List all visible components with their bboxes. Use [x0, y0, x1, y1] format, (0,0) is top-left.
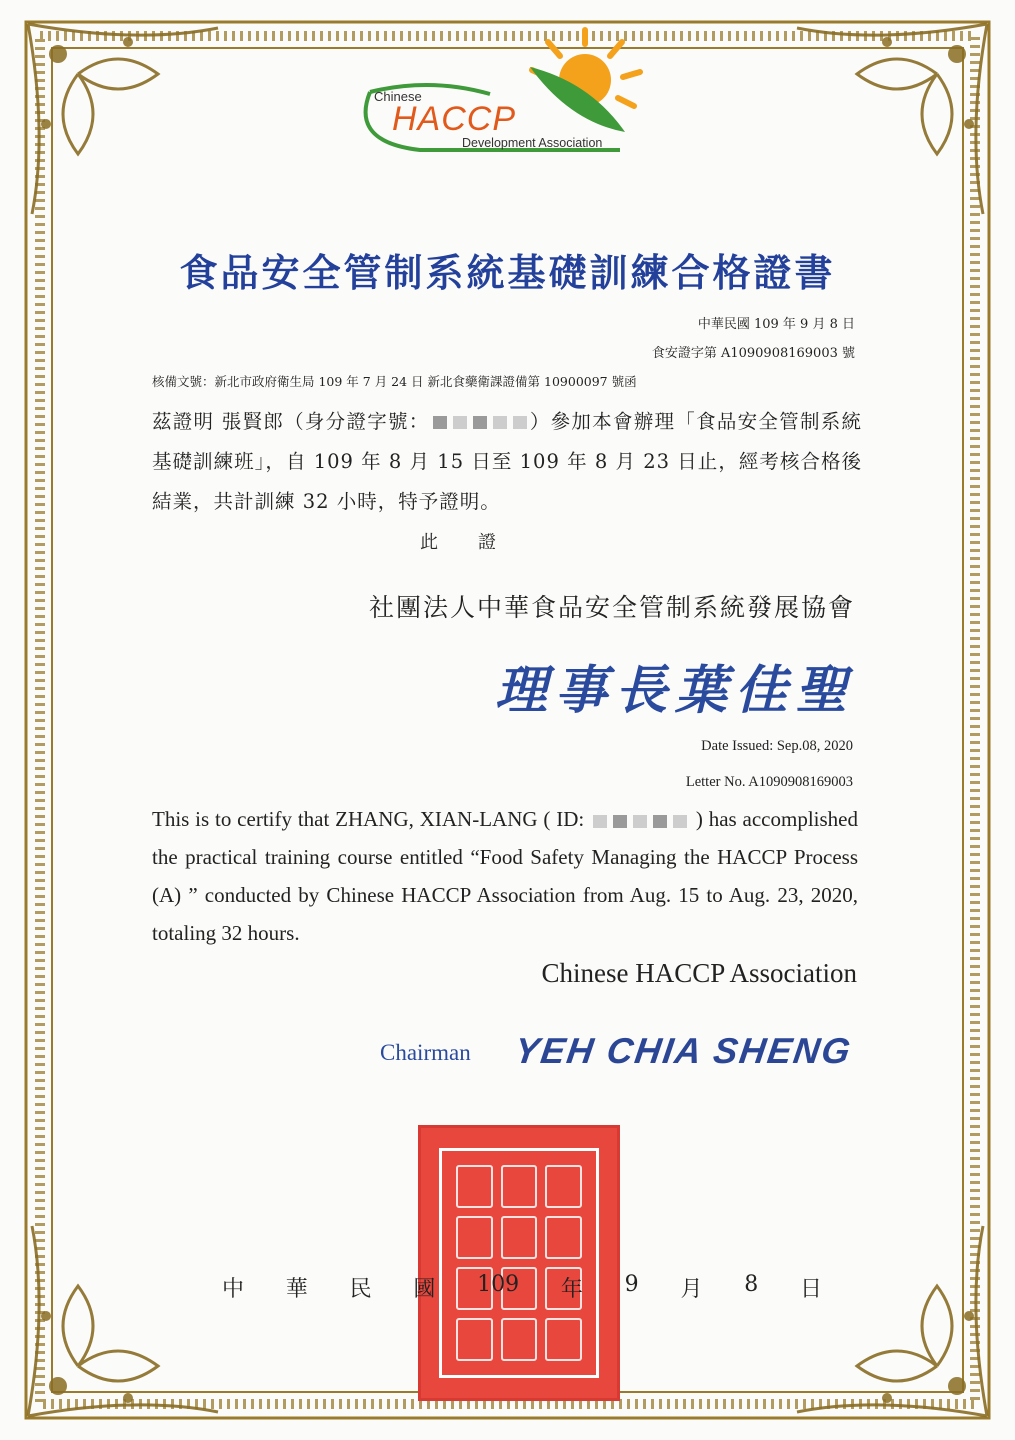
chairman-signature: YEH CHIA SHENG	[512, 1030, 855, 1071]
letter-number-en: Letter No. A1090908169003	[685, 774, 853, 790]
logo-text-haccp: HACCP	[392, 100, 517, 138]
association-name-zh: 社團法人中華食品安全管制系統發展協會	[368, 593, 855, 622]
bottom-date-char: 月	[680, 1277, 703, 1302]
bottom-date-day: 8	[744, 1272, 759, 1297]
bottom-date-char: 日	[799, 1277, 822, 1302]
chairman-label: Chairman	[380, 1040, 471, 1065]
bottom-date-year: 109	[477, 1272, 520, 1297]
redacted-id-en	[590, 807, 690, 831]
bottom-date-month: 9	[624, 1272, 639, 1297]
bottom-date-char: 年	[560, 1277, 583, 1302]
certification-text-zh	[152, 402, 862, 522]
red-seal-stamp	[418, 1125, 620, 1401]
body-zh-part1: 茲證明 張賢郎（身分證字號：	[152, 410, 430, 433]
association-name-en: Chinese HACCP Association	[541, 958, 857, 988]
this-certificate-label: 此證	[420, 532, 536, 553]
logo-text-chinese: Chinese	[374, 89, 422, 104]
certification-text-en	[152, 800, 858, 952]
body-en-part2: ) has accomplished the practical training course entitled “Food Safety Managing the HACCP Process (A) ” conducted by Chinese HACCP Association from Aug. 15 to Aug. 23, 2020, totaling 32 hours.	[152, 807, 858, 945]
redacted-id	[430, 410, 530, 433]
bottom-date-char: 中	[222, 1277, 245, 1302]
bottom-date-char: 民	[349, 1277, 372, 1302]
body-en-part1: This is to certify that ZHANG, XIAN-LANG ( ID:	[152, 807, 591, 831]
seal-characters	[452, 1161, 586, 1365]
body-zh-part2: ）參加本會辦理「食品安全管制系統基礎訓練班」，自 109 年 8 月 15 日至 109 年 8 月 23 日止，經考核合格後結業，共計訓練 32 小時，特予證明。	[152, 410, 862, 513]
issue-date-zh: 中華民國 109 年 9 月 8 日	[697, 317, 855, 332]
logo-text-development: Development Association	[462, 136, 603, 150]
seal-border	[439, 1148, 599, 1378]
haccp-logo	[340, 22, 680, 162]
date-issued-en: Date Issued: Sep.08, 2020	[701, 738, 853, 754]
reference-number: 核備文號：新北市政府衛生局 109 年 7 月 24 日 新北食藥衛課證備第 10900097 號函	[152, 374, 637, 389]
chairman-name-zh: 理事長葉佳聖	[494, 660, 855, 721]
bottom-date-char: 華	[285, 1277, 308, 1302]
bottom-date-char: 國	[413, 1277, 436, 1302]
bottom-date	[222, 1272, 822, 1303]
certificate-title: 食品安全管制系統基礎訓練合格證書	[179, 250, 836, 295]
certificate-number-zh: 食安證字第 A1090908169003 號	[651, 346, 855, 361]
